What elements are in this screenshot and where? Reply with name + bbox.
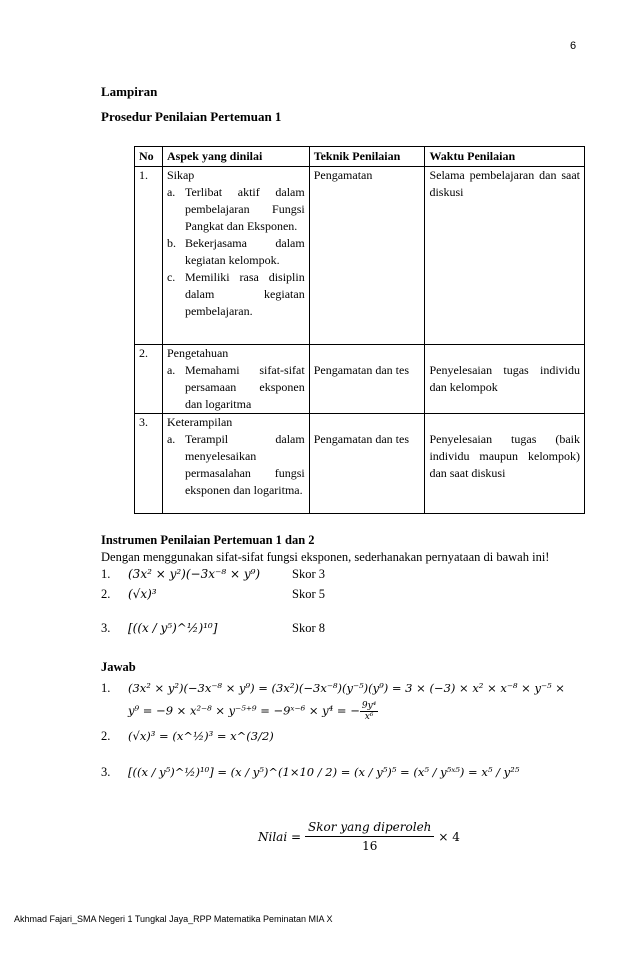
answer-row <box>101 751 601 791</box>
question-number: 2. <box>101 587 111 601</box>
aspect-item <box>167 235 305 269</box>
question-row <box>101 606 581 660</box>
waktu-text: Penyelesaian tugas individu dan kelompok <box>429 363 580 394</box>
row-no: 1. <box>135 167 163 345</box>
answer-line: (3x² × y²)(−3x⁻⁸ × y⁹) = (3x²)(−3x⁻⁸)(y⁻⁵)(y⁹) = 3 × (−3) × x² × x⁻⁸ × y⁻⁵ × <box>128 681 565 695</box>
question-score: Skor 8 <box>292 621 325 635</box>
table-row <box>135 345 585 414</box>
answer-fraction <box>360 701 378 722</box>
aspect-cell <box>162 167 309 345</box>
row-no: 3. <box>135 414 163 514</box>
teknik-cell <box>309 414 425 514</box>
nilai-multiplier: × 4 <box>438 829 460 844</box>
question-row <box>101 586 581 606</box>
answer-row <box>101 723 601 751</box>
aspect-item <box>167 362 305 413</box>
nilai-lhs: Nilai = <box>258 829 302 844</box>
teknik-text: Pengamatan dan tes <box>313 432 410 446</box>
aspect-cell <box>162 414 309 514</box>
answer-number: 2. <box>101 729 111 743</box>
item-text: Memiliki rasa disiplin dalam kegiatan pembelajaran. <box>184 270 305 318</box>
answer-row <box>101 679 601 723</box>
jawab-title: Jawab <box>101 660 136 674</box>
instrumen-intro: Dengan menggunakan sifat-sifat fungsi eksponen, sederhanakan pernyataan di bawah ini! <box>101 550 550 564</box>
fraction-numerator: 9y⁴ <box>361 701 377 711</box>
item-letter: a. <box>166 185 176 199</box>
teknik-text: Pengamatan dan tes <box>313 363 410 377</box>
question-expression: [((x / y⁵)^½)¹⁰] <box>128 621 218 635</box>
page-footer: Akhmad Fajari_SMA Negeri 1 Tungkal Jaya_RPP Matematika Peminatan MIA X <box>14 914 333 924</box>
item-letter: a. <box>166 432 176 446</box>
item-text: Bekerjasama dalam kegiatan kelompok. <box>184 236 305 267</box>
page-number: 6 <box>570 40 577 52</box>
assessment-table <box>134 146 585 514</box>
question-expression: (3x² × y²)(−3x⁻⁸ × y⁹) <box>128 567 261 581</box>
answer-line2-text: y⁹ = −9 × x²⁻⁸ × y⁻⁵⁺⁹ = −9ˣ⁻⁶ × y⁴ = − <box>128 703 360 718</box>
table-header-row <box>135 147 585 167</box>
header-no: No <box>135 147 163 167</box>
nilai-denominator: 16 <box>362 839 378 853</box>
prosedur-title: Prosedur Penilaian Pertemuan 1 <box>101 109 282 124</box>
aspect-item <box>167 184 305 235</box>
item-text: Memahami sifat-sifat persamaan eksponen dan logaritma <box>184 363 305 411</box>
waktu-text: Penyelesaian tugas (baik individu maupun kelompok) dan saat diskusi <box>429 432 580 480</box>
nilai-formula <box>258 820 460 853</box>
question-number: 1. <box>101 567 111 581</box>
item-letter: a. <box>166 363 176 377</box>
item-letter: b. <box>166 236 176 250</box>
question-expression: (√x)³ <box>128 587 157 601</box>
table-row <box>135 414 585 514</box>
nilai-fraction <box>305 820 434 853</box>
teknik-cell <box>309 345 425 414</box>
question-row <box>101 566 581 586</box>
answer-line: [((x / y⁵)^½)¹⁰] = (x / y⁵)^(1×10 / 2) = (x / y⁵)⁵ = (x⁵ / y⁵ˣ⁵) = x⁵ / y²⁵ <box>128 765 520 779</box>
jawab-section <box>101 660 601 791</box>
aspect-cell <box>162 345 309 414</box>
question-number: 3. <box>101 621 111 635</box>
header-aspect: Aspek yang dinilai <box>162 147 309 167</box>
aspect-item <box>167 431 305 499</box>
aspect-item <box>167 269 305 320</box>
header-teknik: Teknik Penilaian <box>309 147 425 167</box>
instrumen-title: Instrumen Penilaian Pertemuan 1 dan 2 <box>101 533 315 547</box>
answer-number: 1. <box>101 681 111 695</box>
nilai-numerator: Skor yang diperoleh <box>305 820 434 837</box>
answer-number: 3. <box>101 765 111 779</box>
item-text: Terampil dalam menyelesaikan permasalahan fungsi eksponen dan logaritma. <box>184 432 305 497</box>
answer-line2 <box>128 701 378 722</box>
question-score: Skor 3 <box>292 567 325 581</box>
aspect-title: Pengetahuan <box>166 346 229 360</box>
waktu-cell: Selama pembelajaran dan saat diskusi <box>425 167 585 345</box>
table-row <box>135 167 585 345</box>
header-waktu: Waktu Penilaian <box>425 147 585 167</box>
question-score: Skor 5 <box>292 587 325 601</box>
lampiran-heading: Lampiran <box>101 84 158 99</box>
row-no: 2. <box>135 345 163 414</box>
instrumen-section <box>101 532 581 660</box>
waktu-cell <box>425 345 585 414</box>
aspect-title: Keterampilan <box>166 415 233 429</box>
aspect-title: Sikap <box>166 168 195 182</box>
item-text: Terlibat aktif dalam pembelajaran Fungsi Pangkat dan Eksponen. <box>184 185 305 233</box>
fraction-denominator: x⁶ <box>364 712 374 722</box>
answer-line: (√x)³ = (x^½)³ = x^(3/2) <box>128 729 274 743</box>
teknik-cell: Pengamatan <box>309 167 425 345</box>
waktu-cell <box>425 414 585 514</box>
item-letter: c. <box>166 270 176 284</box>
